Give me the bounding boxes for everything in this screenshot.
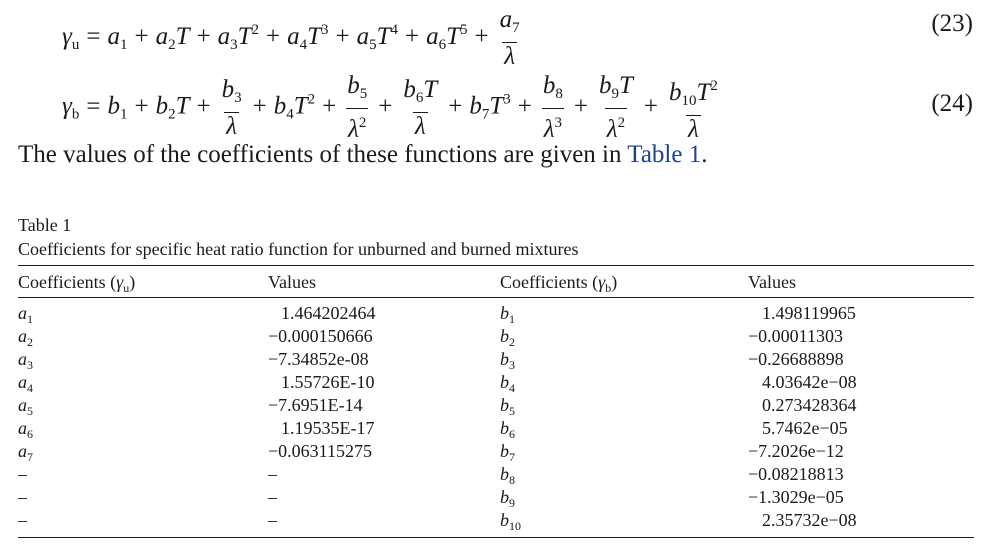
table-cell-coef-b: $b_3$: [500, 349, 515, 372]
eq24-fraction: $\frac{b_5}{\lambda^2}$: [347, 72, 368, 143]
eq24-sub: 9: [611, 86, 619, 102]
table-cell-value-b: −0.26688898: [748, 349, 844, 369]
table-top-rule: [18, 265, 974, 266]
table-cell-value-b: 4.03642e−08: [762, 372, 857, 392]
eq24-fraction: $\frac{b_3}{\lambda}$: [221, 75, 242, 140]
eq23-sub: 6: [438, 37, 447, 54]
eq23-sup: 5: [460, 22, 468, 39]
eq24-fraction: $\frac{b_9T}{\lambda^2}$: [598, 72, 633, 143]
eq23-sub: 3: [230, 37, 238, 54]
header-coefficients-burned: Coefficients $(\gamma_b)$: [500, 272, 618, 295]
eq23-sup: 4: [390, 22, 399, 39]
eq23-fraction: [498, 6, 522, 71]
table-cell-coef-b: $b_{10}$: [500, 510, 521, 533]
eq23-sub: 4: [299, 37, 308, 54]
equation-23-number: (23): [931, 10, 973, 37]
eq23-lhs: γ: [62, 23, 72, 51]
header-coefficients-unburned: Coefficients $(\gamma_u)$: [18, 272, 136, 295]
table-cell-value-b: 1.498119965: [762, 303, 856, 323]
table-cell-coef-b: $b_6$: [500, 418, 515, 441]
eq23-sub: 2: [168, 37, 176, 54]
eq23-frac-den: λ: [504, 43, 516, 70]
table-cell-value-a: −7.6951E-14: [268, 395, 363, 415]
table-cell-value-a: 1.19535E-17: [281, 418, 375, 438]
table-cell-value-b: 2.35732e−08: [762, 510, 857, 530]
table-cell-value-b: 0.273428364: [762, 395, 857, 415]
table-cell-value-b: −0.00011303: [748, 326, 843, 346]
table-cell-coef-b: $b_8$: [500, 464, 515, 487]
table-cell-coef-a: $a_4$: [18, 372, 33, 395]
table-cell-coef-b: $b_1$: [500, 303, 515, 326]
table-cell-value-a: –: [268, 487, 277, 507]
table-cell-coef-b: $b_7$: [500, 441, 515, 464]
eq24-sub: 1: [119, 106, 128, 123]
eq24-lhs-sub: b: [71, 106, 80, 123]
table-cell-coef-a: –: [18, 487, 27, 507]
table-header-rule: [18, 297, 974, 298]
eq24-sub: 4: [286, 106, 294, 123]
eq24-sub: 10: [681, 93, 697, 109]
equation-23-body: $\gamma_u = a_1 + a_2T + a_3T^2 + a_4T^3 + a_5T^4 + a_6T^5$ + $\frac{a_7}{\lambda}$: [62, 6, 520, 70]
table-cell-value-a: −7.34852e-08: [268, 349, 369, 369]
eq24-sub: 8: [555, 86, 563, 102]
table-cell-value-a: –: [268, 510, 277, 530]
table-cell-coef-b: $b_4$: [500, 372, 515, 395]
eq24-fraction: $\frac{b_6T}{\lambda}$: [403, 75, 438, 140]
eq24-sub: 5: [359, 86, 368, 102]
eq23-sub: 7: [512, 20, 520, 36]
eq24-sub: 2: [168, 106, 176, 123]
table-cell-coef-a: –: [18, 510, 27, 530]
eq23-sub: 1: [119, 37, 128, 54]
equation-24-number: (24): [931, 90, 973, 117]
table-cell-value-b: −1.3029e−05: [748, 487, 844, 507]
eq24-fraction: $\frac{b_8}{\lambda^3}$: [542, 72, 563, 143]
table-cell-coef-b: $b_5$: [500, 395, 515, 418]
table-cell-value-b: 5.7462e−05: [762, 418, 848, 438]
eq24-sub: 3: [234, 89, 242, 106]
equation-24-body: $\gamma_b = b_1 + b_2T$ + $\frac{b_3}{\lambda}$ + $b_4T^2$ + $\frac{b_5}{\lambda^2}$ + $\frac{b_6T}{\lambda}$ + $b_7T^3$ + $\frac{b_8}{\lambda^3}$ + $\frac{b_9T}{\lambda^2}$ + $\frac{b_{10}T^2}{\lambda}$: [62, 72, 718, 143]
eq23-lhs-sub: u: [71, 37, 80, 54]
table-cell-coef-b: $b_9$: [500, 487, 515, 510]
table-cell-coef-a: $a_3$: [18, 349, 33, 372]
paragraph-text: The values of the coefficients of these functions are given in: [18, 141, 628, 168]
eq23-sub: 5: [369, 37, 377, 54]
table-caption: Coefficients for specific heat ratio function for unburned and burned mixtures: [18, 239, 579, 259]
table-cell-coef-a: $a_2$: [18, 326, 33, 349]
table-cell-value-a: 1.55726E-10: [281, 372, 375, 392]
eq24-fraction: $\frac{b_{10}T^2}{\lambda}$: [668, 78, 718, 143]
table-cell-value-a: 1.464202464: [281, 303, 376, 323]
equation-24: [0, 72, 1000, 143]
table-cell-coef-a: –: [18, 464, 27, 484]
header-values-burned: Values: [748, 272, 796, 292]
header-values-unburned: Values: [268, 272, 316, 292]
table-1-link[interactable]: Table 1: [627, 141, 702, 168]
eq23-sup: 2: [251, 22, 259, 39]
eq23-sup: 3: [321, 22, 329, 39]
body-paragraph: [18, 141, 707, 169]
table-cell-coef-a: $a_1$: [18, 303, 33, 326]
table-cell-value-a: −0.063115275: [268, 441, 372, 461]
table-cell-coef-a: $a_7$: [18, 441, 33, 464]
table-cell-value-b: −7.2026e−12: [748, 441, 844, 461]
equation-23: [0, 2, 1000, 70]
paragraph-period: .: [701, 141, 708, 168]
table-bottom-rule: [18, 537, 974, 538]
table-cell-coef-a: $a_6$: [18, 418, 33, 441]
eq24-sub: 7: [481, 106, 490, 123]
eq23-frac-num: a: [499, 6, 513, 33]
table-cell-value-a: –: [268, 464, 277, 484]
table-label: Table 1: [18, 215, 72, 235]
table-cell-coef-a: $a_5$: [18, 395, 33, 418]
table-cell-value-a: −0.000150666: [268, 326, 373, 346]
table-cell-coef-b: $b_2$: [500, 326, 515, 349]
eq24-sub: 6: [415, 89, 424, 106]
table-cell-value-b: −0.08218813: [748, 464, 844, 484]
